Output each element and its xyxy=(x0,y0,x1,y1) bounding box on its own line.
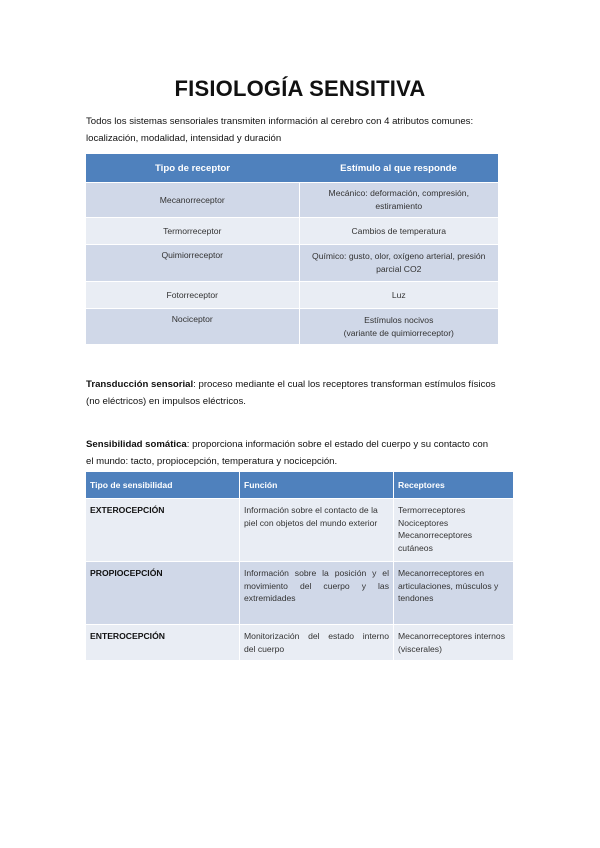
table-row xyxy=(86,282,498,309)
header-tipo-receptor: Tipo de receptor xyxy=(86,154,299,183)
transduccion-paragraph xyxy=(86,376,526,410)
table-row xyxy=(86,309,498,345)
cell-line: movimiento del cuerpo y las xyxy=(244,580,389,591)
somatica-text: : proporciona información sobre el estado del cuerpo y su contacto con xyxy=(186,439,489,450)
table-header-row xyxy=(86,154,498,183)
table-row xyxy=(86,183,498,218)
cell-tipo: Nociceptor xyxy=(86,309,299,345)
cell-line: Monitorización del estado interno xyxy=(244,631,389,641)
cell-line: Mecanorreceptores cutáneos xyxy=(398,530,473,553)
somatica-line-2: el mundo: tacto, propiocepción, temperatura y nocicepción. xyxy=(86,456,338,467)
cell-receptores xyxy=(394,625,514,661)
cell-line: Termorreceptores xyxy=(398,505,466,515)
cell-line: Mecánico: deformación, compresión, xyxy=(328,188,469,198)
cell-funcion xyxy=(240,562,394,625)
cell-line: Información sobre la posición y el xyxy=(244,568,389,578)
cell-line: piel con objetos del mundo exterior xyxy=(244,517,378,528)
cell-line: tendones xyxy=(398,593,434,603)
intro-paragraph xyxy=(86,113,526,147)
cell-tipo: Termorreceptor xyxy=(86,218,299,245)
cell-line: Mecanorreceptores en xyxy=(398,568,484,578)
cell-line: estiramiento xyxy=(375,201,423,211)
receptor-table xyxy=(86,153,498,344)
transduccion-term: Transducción sensorial xyxy=(86,379,194,390)
cell-line: Estímulos nocivos xyxy=(364,314,434,325)
cell-funcion xyxy=(240,499,394,562)
cell-tipo: ENTEROCEPCIÓN xyxy=(86,625,240,661)
table-row xyxy=(86,562,514,625)
cell-line: parcial CO2 xyxy=(376,264,422,274)
header-estimulo: Estímulo al que responde xyxy=(299,154,498,183)
somatica-term: Sensibilidad somática xyxy=(86,439,187,450)
header-receptores: Receptores xyxy=(394,472,514,499)
transduccion-text: : proceso mediante el cual los receptores transforman estímulos físicos xyxy=(193,379,496,390)
cell-tipo: Fotorreceptor xyxy=(86,282,299,309)
cell-funcion xyxy=(240,625,394,661)
cell-line: Nociceptores xyxy=(398,517,449,528)
header-funcion: Función xyxy=(240,472,394,499)
table-row xyxy=(86,625,514,661)
header-tipo-sensibilidad: Tipo de sensibilidad xyxy=(86,472,240,499)
cell-line: Mecanorreceptores internos xyxy=(398,631,505,641)
cell-estimulo xyxy=(299,309,498,345)
intro-line-1: Todos los sistemas sensoriales transmiten información al cerebro con 4 atributos comunes: xyxy=(86,116,474,127)
table-row xyxy=(86,499,514,562)
cell-receptores xyxy=(394,499,514,562)
table-row xyxy=(86,245,498,282)
cell-line: Químico: gusto, olor, oxígeno arterial, presión xyxy=(312,251,486,261)
cell-estimulo: Cambios de temperatura xyxy=(299,218,498,245)
cell-line: del cuerpo xyxy=(244,643,285,654)
cell-line: (variante de quimiorreceptor) xyxy=(343,327,454,338)
cell-estimulo xyxy=(299,245,498,282)
table-row xyxy=(86,218,498,245)
somatica-line-1 xyxy=(86,436,526,453)
cell-line: (viscerales) xyxy=(398,643,442,654)
table-header-row xyxy=(86,472,514,499)
cell-estimulo xyxy=(299,183,498,218)
cell-line: articulaciones, músculos y xyxy=(398,580,499,591)
cell-tipo: EXTEROCEPCIÓN xyxy=(86,499,240,562)
somatica-paragraph xyxy=(86,436,526,470)
cell-line: Información sobre el contacto de la xyxy=(244,505,378,515)
page-title: FISIOLOGÍA SENSITIVA xyxy=(174,76,426,101)
cell-estimulo: Luz xyxy=(299,282,498,309)
cell-tipo: PROPIOCEPCIÓN xyxy=(86,562,240,625)
transduccion-line-2: (no eléctricos) en impulsos eléctricos. xyxy=(86,396,246,407)
intro-line-2: localización, modalidad, intensidad y duración xyxy=(86,133,282,144)
cell-receptores xyxy=(394,562,514,625)
transduccion-line-1 xyxy=(86,376,526,393)
cell-tipo: Quimiorreceptor xyxy=(86,245,299,282)
cell-line: extremidades xyxy=(244,593,296,603)
cell-tipo: Mecanorreceptor xyxy=(86,183,299,218)
sensibilidad-table xyxy=(86,472,514,660)
